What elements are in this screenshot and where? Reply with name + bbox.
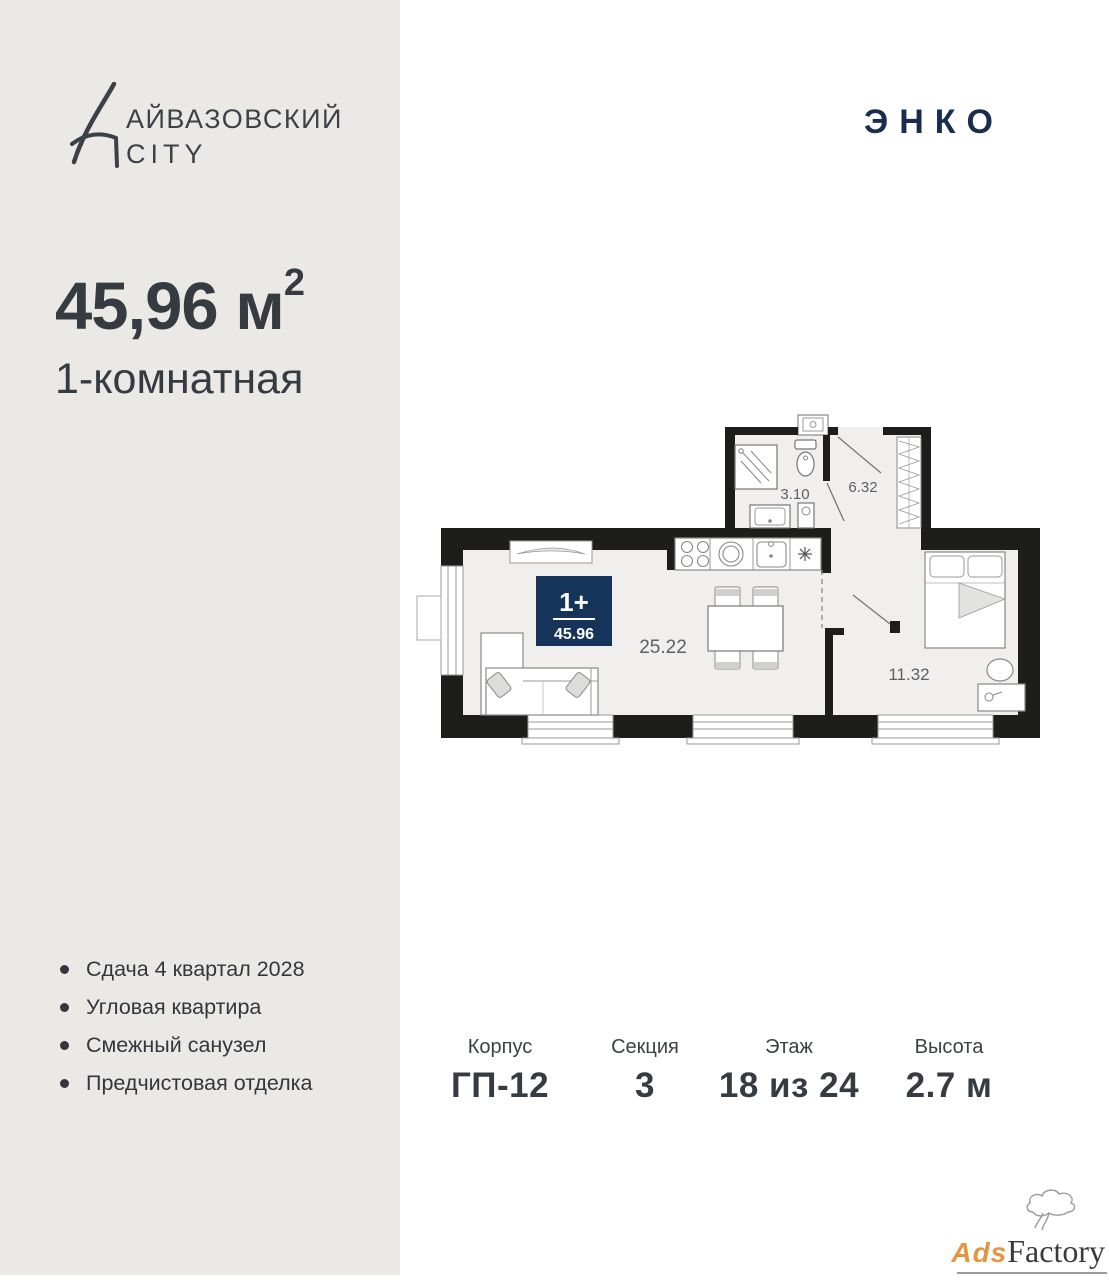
project-name: АЙВАЗОВСКИЙ	[126, 104, 343, 134]
bed-icon	[925, 552, 1005, 648]
fridge-snowflake-icon	[798, 547, 812, 561]
apartment-area-title	[55, 262, 305, 345]
watermark-factory: Factory	[1007, 1233, 1105, 1269]
toilet-icon	[795, 440, 816, 476]
spec-label: Корпус	[467, 1036, 533, 1058]
shower-icon	[735, 445, 777, 489]
bottom-window-1	[522, 715, 619, 744]
left-window	[417, 566, 463, 675]
spec-value: 18 из 24	[718, 1066, 860, 1105]
area-exponent: 2	[283, 262, 305, 304]
feature-list	[60, 950, 313, 1102]
bullet-dot	[60, 1041, 69, 1050]
spec-section	[585, 1036, 705, 1106]
bullet-dot	[60, 1003, 69, 1012]
adsfactory-watermark	[951, 1182, 1107, 1278]
rooms-title: 1-комнатная	[55, 355, 304, 403]
room-label-living: 25.22	[639, 637, 687, 658]
project-name-city: CITY	[126, 139, 208, 169]
spec-value: 3	[635, 1066, 655, 1105]
bottom-window-2	[687, 715, 799, 744]
spec-label: Высота	[914, 1036, 984, 1058]
feature-item	[60, 988, 313, 1026]
spec-label: Этаж	[765, 1036, 813, 1058]
feature-text: Предчистовая отделка	[86, 1070, 313, 1095]
feature-item	[60, 1064, 313, 1102]
aivazovsky-a-icon	[70, 82, 122, 170]
badge-area: 45.96	[553, 626, 595, 643]
floor-plan	[413, 413, 1050, 760]
feature-text: Сдача 4 квартал 2028	[86, 956, 305, 981]
bullet-dot	[60, 1079, 69, 1088]
developer-logo: ЭНКО	[864, 103, 1004, 141]
room-label-bathroom: 3.10	[780, 486, 810, 503]
room-label-hall: 6.32	[848, 479, 878, 496]
badge-rooms: 1+	[559, 587, 589, 617]
plan-badge	[536, 576, 612, 646]
spec-floor	[705, 1036, 873, 1106]
spec-value: 2.7 м	[905, 1066, 993, 1105]
feature-text: Угловая квартира	[86, 994, 262, 1019]
feature-text: Смежный санузел	[86, 1032, 267, 1057]
bathroom-sink-icon	[750, 505, 790, 528]
spec-value: ГП-12	[450, 1066, 550, 1105]
spec-height	[865, 1036, 1033, 1106]
feature-item	[60, 950, 313, 988]
watermark-text	[951, 1233, 1105, 1270]
watermark-ads: Ads	[951, 1237, 1008, 1268]
wardrobe-icon	[897, 437, 921, 528]
console-shelf-icon	[510, 541, 592, 563]
bullet-dot	[60, 965, 69, 974]
project-logo	[70, 82, 390, 192]
washing-machine-icon	[798, 503, 814, 528]
spec-building	[430, 1036, 570, 1106]
feature-item	[60, 1026, 313, 1064]
area-value: 45,96 м	[55, 269, 284, 344]
room-label-bedroom: 11.32	[888, 665, 930, 684]
bottom-window-3	[872, 715, 999, 744]
spec-label: Секция	[611, 1036, 679, 1058]
watermark-underline	[957, 1272, 1107, 1274]
kitchen-counter	[675, 538, 821, 570]
vent-shaft	[798, 415, 828, 435]
smoke-cloud-icon	[1013, 1182, 1079, 1234]
